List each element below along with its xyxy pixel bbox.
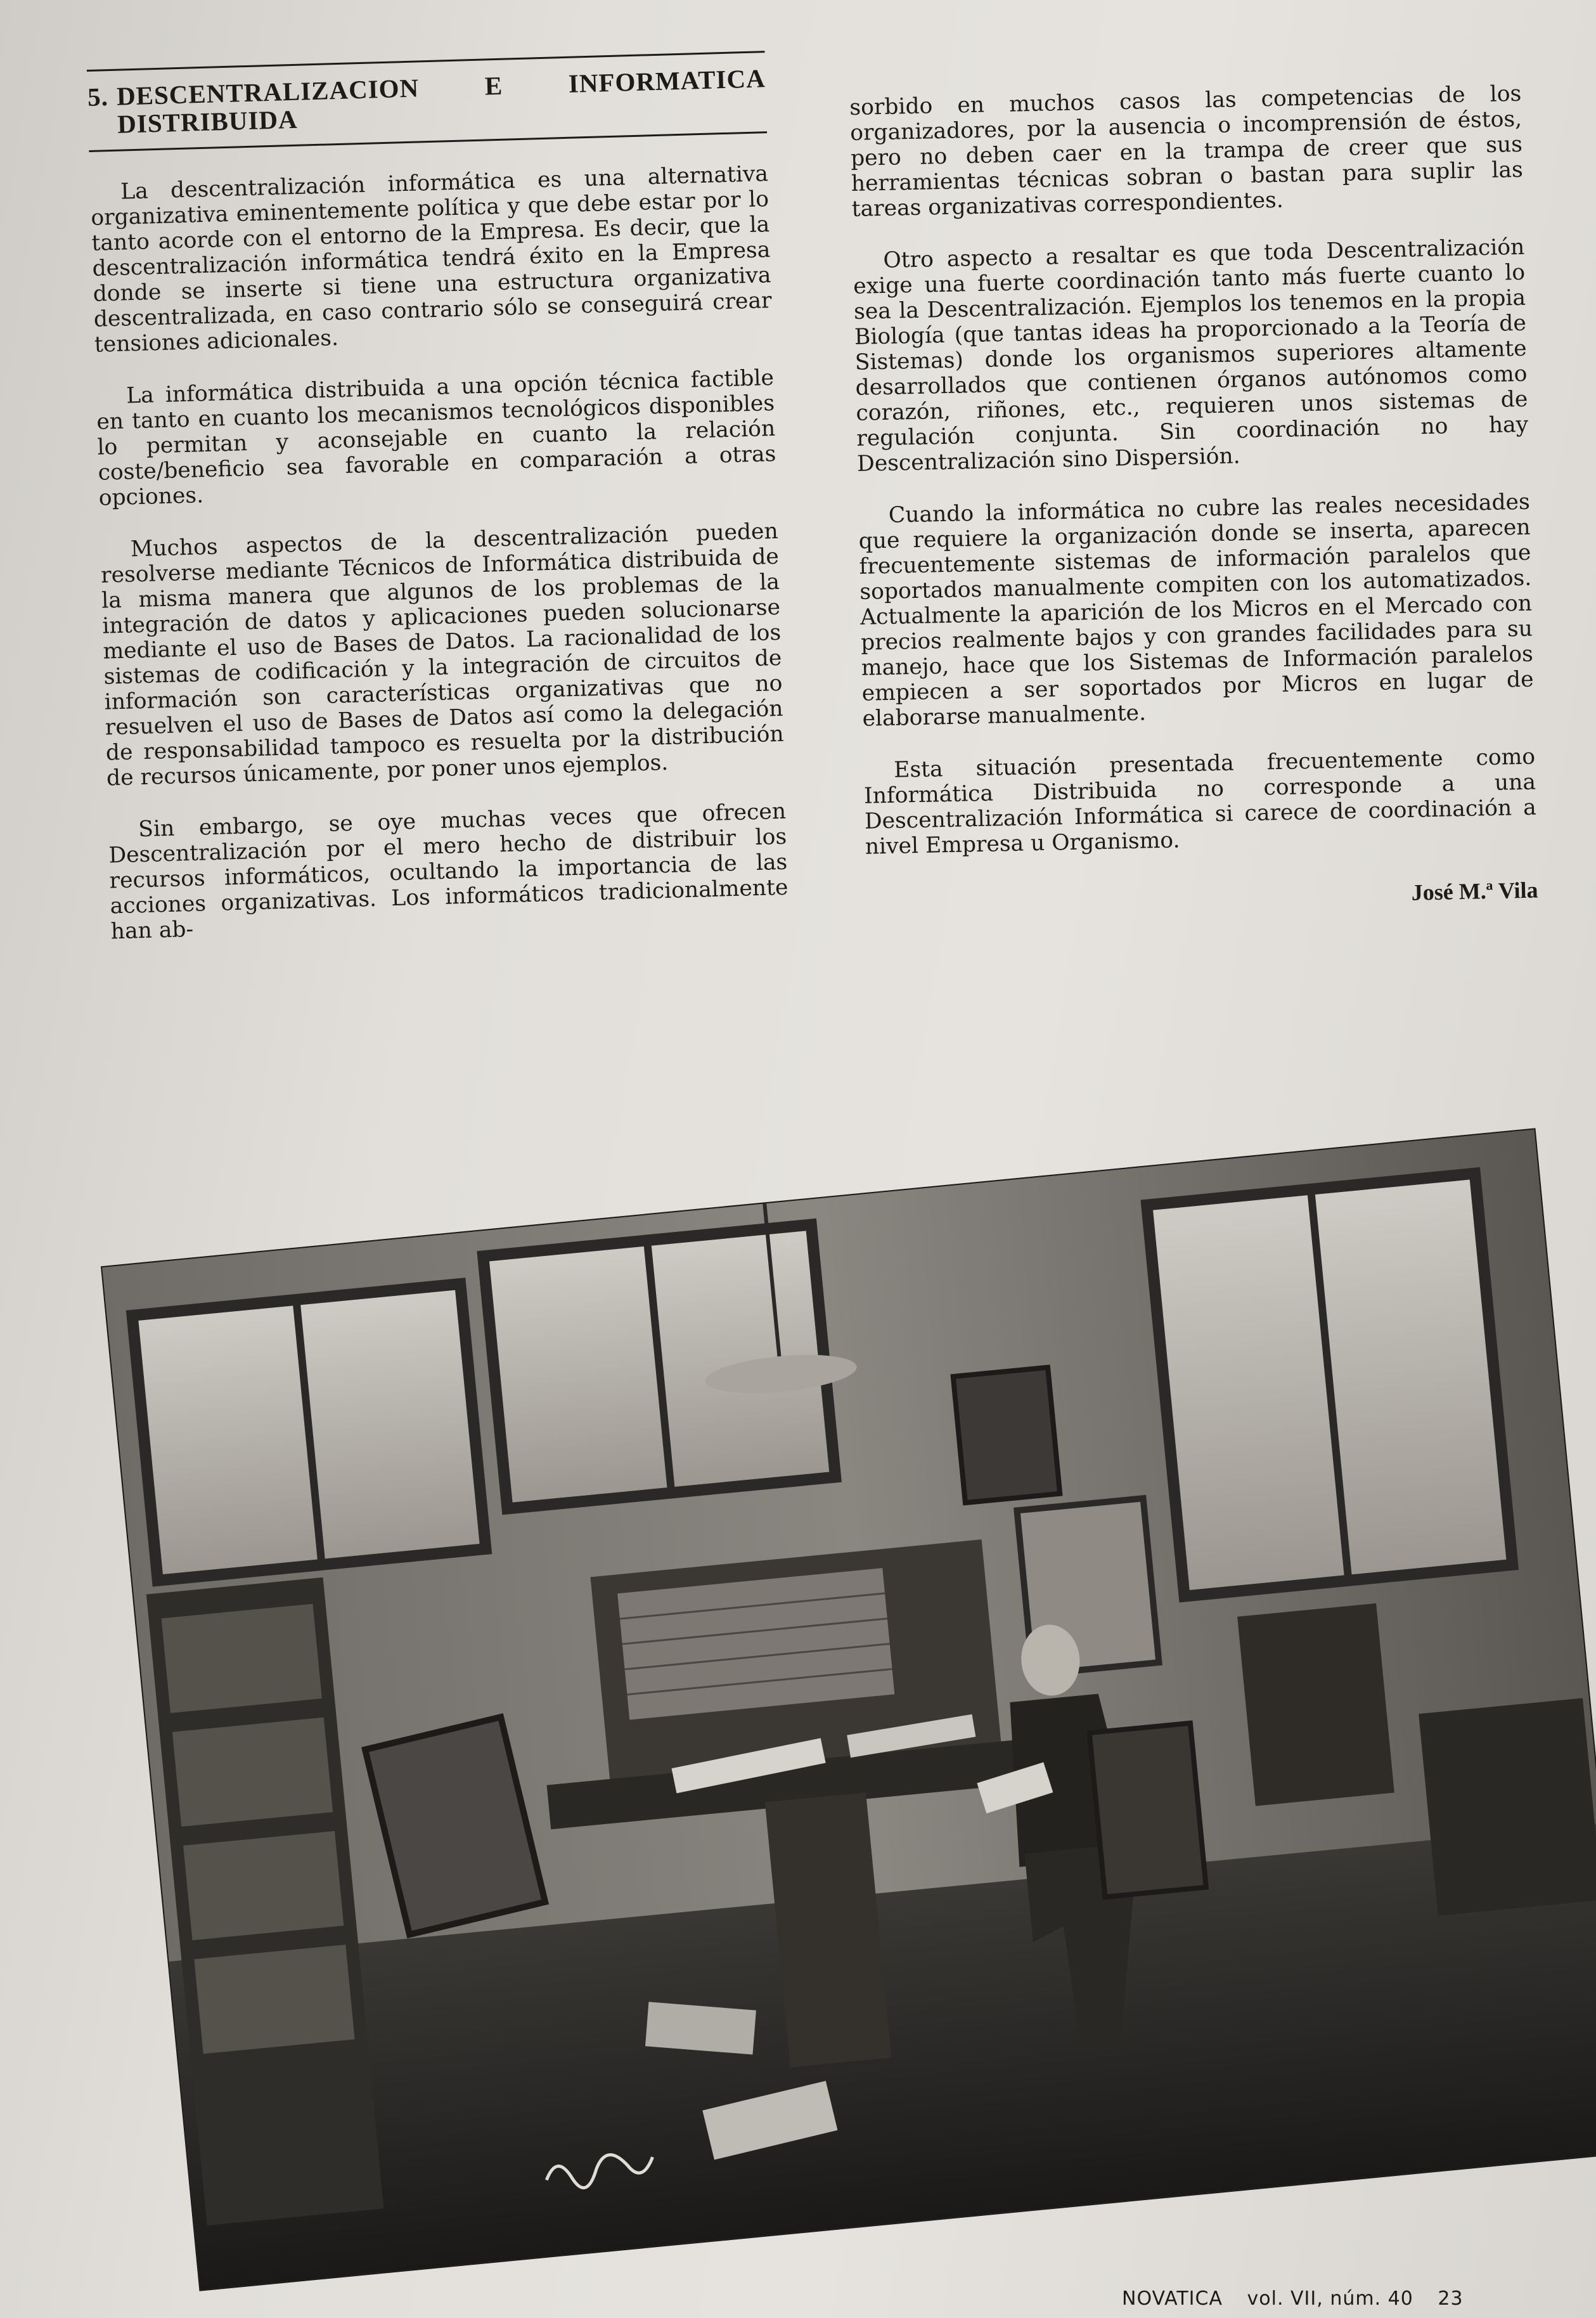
paragraph: Cuando la informática no cubre las reales necesidades que requiere la organización donde se inserta, aparecen frecuentemente sistemas de información paralelos que soportados manualmente compiten con los automatizados. Actualmente la aparición de los Micros en el Mercado con precios realmente bajos y con grandes facilidades para su manejo, hace que los Sistemas de Información paralelos empiecen a ser soportados por Micros en lugar de elaborarse manualmente.	[858, 489, 1534, 732]
photo-frame	[102, 1129, 1596, 2289]
paragraph: La informática distribuida a una opción técnica factible en tanto en cuanto los mecanismos tecnológicos disponibles lo permitan y aconsejable en cuanto la relación coste/beneficio sea favorable en comparación a otras opciones.	[96, 365, 776, 511]
section-heading	[87, 51, 767, 152]
paragraph: sorbido en muchos casos las competencias de los organizadores, por la ausencia o incomprensión de éstos, pero no deben caer en la trampa de creer que sus herramientas técnicas sobran o bastan para suplir las tareas organizativas correspondientes.	[849, 81, 1524, 222]
vintage-office-photo-icon	[102, 1129, 1596, 2289]
right-column	[849, 81, 1538, 917]
left-column	[87, 63, 790, 971]
paragraph: La descentralización informática es una alternativa organizativa eminentemente política y que debe estar por lo tanto acorde con el entorno de la Empresa. Es decir, que la descentralización informática tendrá éxito en la Empresa donde se inserte si tiene una estructura organizativa descentralizada, en caso contrario sólo se conseguirá crear tensiones adicionales.	[90, 161, 773, 358]
volume-info: vol. VII, núm. 40	[1247, 2288, 1413, 2310]
page-footer	[1122, 2288, 1481, 2310]
section-number: 5.	[87, 82, 109, 112]
page-number: 23	[1438, 2288, 1464, 2310]
paragraph: Sin embargo, se oye muchas veces que ofrecen Descentralización por el mero hecho de distribuir los recursos informáticos, ocultando la importancia de las acciones organizativas. Los informáticos tradicionalmente han ab-	[108, 798, 788, 945]
paragraph: Muchos aspectos de la descentralización pueden resolverse mediante Técnicos de Informática distribuida de la misma manera que algunos de los problemas de la integración de datos y aplicaciones pueden solucionarse mediante el uso de Bases de Datos. La racionalidad de los sistemas de codificación y la integración de circuitos de información son características organizativas que no resuelven el uso de Bases de Datos así como la delegación de responsabilidad tampoco es resuelta por la distribución de recursos únicamente, por poner unos ejemplos.	[100, 518, 785, 791]
paragraph: Otro aspecto a resaltar es que toda Descentralización exige una fuerte coordinación tanto más fuerte cuanto lo sea la Descentralización. Ejemplos los tenemos en la propia Biología (que tantas ideas ha proporcionado a la Teoría de Sistemas) donde los organismos superiores altamente desarrollados que contienen órganos autónomos como corazón, riñones, etc., requieren unos sistemas de regulación conjunta. Sin coordinación no hay Descentralización sino Dispersión.	[853, 234, 1529, 477]
section-title: DESCENTRALIZACION E INFORMATICA DISTRIBUIDA	[116, 63, 766, 139]
publication-name: NOVATICA	[1122, 2288, 1223, 2310]
paragraph: Esta situación presentada frecuentemente como Informática Distribuida no corresponde a una Descentralización Informática si carece de coordinación a nivel Empresa u Organismo.	[863, 744, 1537, 860]
author-signature: José M.ª Vila	[1411, 877, 1538, 905]
